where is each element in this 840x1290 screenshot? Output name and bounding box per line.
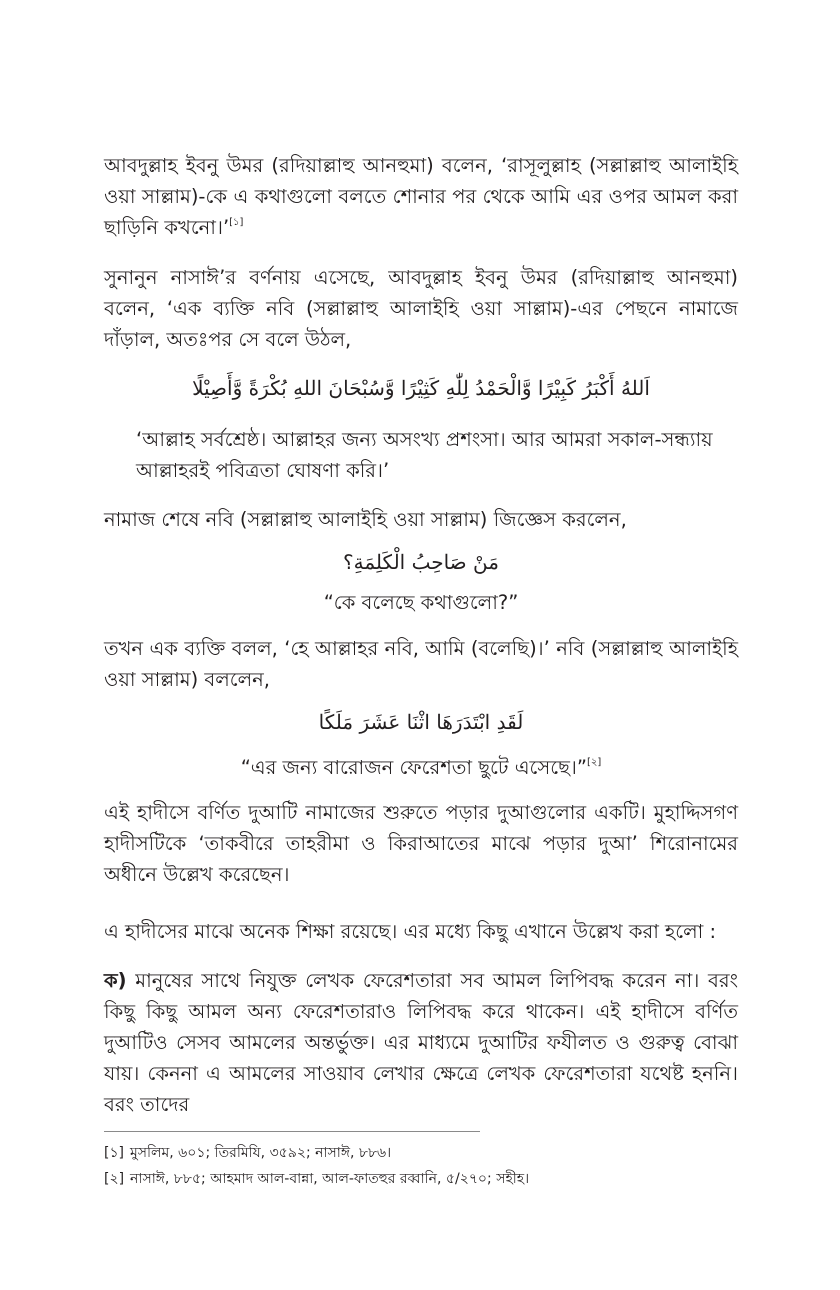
paragraph-3: নামাজ শেষে নবি (সল্লাল্লাহু আলাইহি ওয়া সাল্লাম) জিজ্ঞেস করলেন, [104, 508, 627, 531]
footnote-text: মুসলিম, ৬০১; তিরমিযি, ৩৫৯২; নাসাঈ, ৮৮৬। [130, 1145, 392, 1161]
translation-2: “কে বলেছে কথাগুলো?” [323, 591, 519, 614]
arabic-question: مَنْ صَاحِبُ الْكَلِمَةِ؟ [343, 550, 499, 574]
paragraph-4: তখন এক ব্যক্তি বলল, ‘হে আল্লাহর নবি, আমি (বলেছি)।’ নবি (সল্লাল্লাহু আলাইহি ওয়া সাল্লাম) বললেন, [104, 637, 738, 691]
translation-1: ‘আল্লাহ সর্বশ্রেষ্ঠ। আল্লাহর জন্য অসংখ্য প্রশংসা। আর আমরা সকাল-সন্ধ্যায় আল্লাহরই পবিত্রতা ঘোষণা করি।’ [136, 428, 713, 482]
translation-3: “এর জন্য বারোজন ফেরেশতা ছুটে এসেছে।”[২] [240, 756, 602, 779]
paragraph-7: ক) মানুষের সাথে নিযুক্ত লেখক ফেরেশতারা সব আমল লিপিবদ্ধ করেন না। বরং কিছু কিছু আমল অন্য ফেরেশতারাও লিপিবদ্ধ করে থাকেন। এই হাদীসে বর্ণিত দুআটিও সেসব আমলের অন্তর্ভুক্ত। এর মাধ্যমে দুআটির ফযীলত ও গুরুত্ব বোঝা যায়। কেননা এ আমলের সাওয়াব লেখার ক্ষেত্রে লেখক ফেরেশতারা যথেষ্ট হননি। বরং তাদের [104, 969, 738, 1116]
paragraph-1: আবদুল্লাহ ইবনু উমর (রদিয়াল্লাহু আনহুমা) বলেন, ‘রাসূলুল্লাহ (সল্লাল্লাহু আলাইহি ওয়া সাল্লাম)-কে এ কথাগুলো বলতে শোনার পর থেকে আমি এর ওপর আমল করা ছাড়িনি কখনো।’[১] [104, 154, 738, 239]
paragraph-6: এ হাদীসের মাঝে অনেক শিক্ষা রয়েছে। এর মধ্যে কিছু এখানে উল্লেখ করা হলো : [104, 920, 717, 943]
footnote-ref-2[interactable]: [২] [587, 757, 602, 768]
footnote-number: [২] [104, 1171, 125, 1187]
footnote-text: নাসাঈ, ৮৮৫; আহমাদ আল-বান্না, আল-ফাতহুর রব্বানি, ৫/২৭০; সহীহ। [130, 1171, 530, 1187]
footnote-1 [104, 1143, 744, 1163]
paragraph-5: এই হাদীসে বর্ণিত দুআটি নামাজের শুরুতে পড়ার দুআগুলোর একটি। মুহাদ্দিসগণ হাদীসটিকে ‘তাকবীরে তাহরীমা ও কিরাআতের মাঝে পড়ার দুআ’ শিরোনামের অধীনে উল্লেখ করেছেন। [104, 801, 738, 886]
footnote-divider [104, 1131, 480, 1132]
arabic-dua-1: اَللهُ أَكْبَرُ كَبِيْرًا وَّالْحَمْدُ لِلّٰهِ كَثِيْرًا وَّسُبْحَانَ اللهِ بُكْرَةً وَّأَصِيْلًا [192, 376, 650, 400]
footnote-number: [১] [104, 1145, 125, 1161]
footnote-2 [104, 1169, 744, 1189]
arabic-answer: لَقَدِ ابْتَدَرَهَا اثْنَا عَشَرَ مَلَكًا [318, 710, 524, 734]
list-label-ka: ক) [104, 969, 127, 992]
footnote-ref-1[interactable]: [১] [229, 217, 244, 228]
paragraph-2: সুনানুন নাসাঈ’র বর্ণনায় এসেছে, আবদুল্লাহ ইবনু উমর (রদিয়াল্লাহু আনহুমা) বলেন, ‘এক ব্যক্তি নবি (সল্লাল্লাহু আলাইহি ওয়া সাল্লাম)-এর পেছনে নামাজে দাঁড়াল, অতঃপর সে বলে উঠল, [104, 266, 738, 351]
